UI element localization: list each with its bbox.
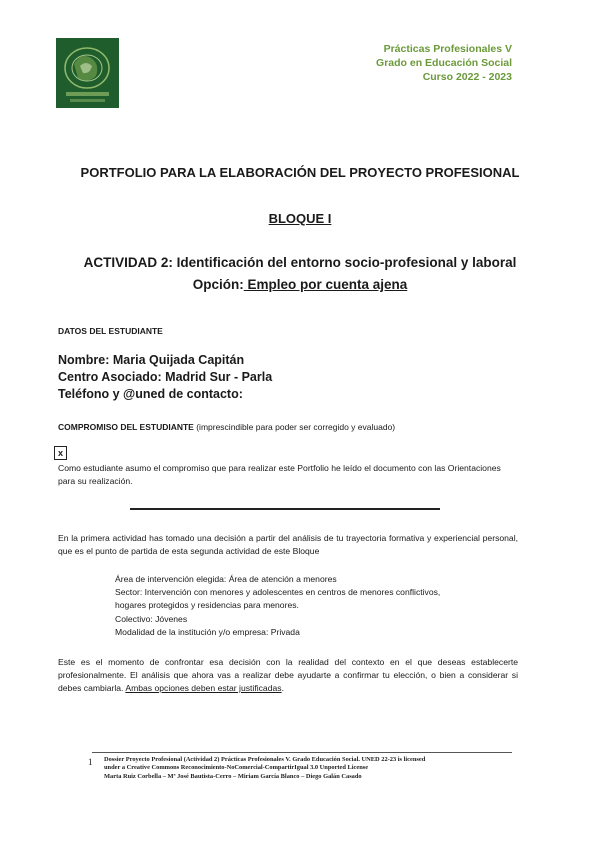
student-contact: Teléfono y @uned de contacto: [58, 387, 243, 401]
page-number: 1 [88, 757, 93, 767]
option-heading [0, 277, 600, 292]
commitment-heading [58, 422, 395, 432]
intervention-details [115, 573, 440, 639]
option-value: Empleo por cuenta ajena [243, 277, 408, 292]
document-title: PORTFOLIO PARA LA ELABORACIÓN DEL PROYECTO PROFESIONAL [80, 165, 520, 180]
header-line-degree: Grado en Educación Social [376, 57, 512, 69]
footer-license [104, 756, 524, 781]
student-info [58, 352, 272, 403]
section-divider [130, 508, 440, 510]
footer-line-2: under a Creative Commons Reconocimiento-NoComercial-CompartirIgual 3.0 Unported License [104, 764, 369, 772]
detail-sector: Sector: Intervención con menores y adolescentes en centros de menores conflictivos, [115, 587, 441, 598]
activity-heading: ACTIVIDAD 2: Identificación del entorno socio-profesional y laboral [83, 255, 517, 270]
intro-paragraph: En la primera actividad has tomado una decisión a partir del análisis de tu trayectoria formativa y experiencial personal, que es el punto de partida de esta segunda actividad de este Bloque [58, 533, 518, 556]
detail-collective: Colectivo: Jóvenes [115, 613, 188, 624]
detail-area: Área de intervención elegida: Área de atención a menores [115, 574, 337, 584]
commitment-title: COMPROMISO DEL ESTUDIANTE [58, 422, 194, 432]
logo-emblem-icon [56, 38, 119, 108]
detail-sector-cont: hogares protegidos y residencias para menores. [115, 600, 299, 611]
option-label: Opción: [192, 277, 244, 292]
student-center: Centro Asociado: Madrid Sur - Parla [58, 370, 273, 384]
footer-line-1: Dossier Proyecto Profesional (Actividad 2) Prácticas Profesionales V. Grado Educación Social. UNED 22-23 is licensed [104, 756, 426, 763]
confront-end: . [281, 683, 284, 693]
course-header [376, 42, 512, 84]
confront-text: Este es el momento de confrontar esa decisión con la realidad del contexto en el que deseas establecerte profesionalmente. El análisis que ahora vas a realizar debe ayudarte a confirmar tu elección, o bien a considerar si debes cambiarla. [58, 657, 518, 693]
uned-logo [56, 38, 119, 108]
confront-paragraph [58, 656, 518, 695]
header-line-course: Prácticas Profesionales V [383, 43, 512, 55]
detail-modality: Modalidad de la institución y/o empresa: Privada [115, 626, 300, 637]
header-line-year: Curso 2022 - 2023 [422, 71, 512, 83]
student-name: Nombre: Maria Quijada Capitán [58, 353, 245, 367]
footer-divider [92, 752, 512, 753]
commitment-text: Como estudiante asumo el compromiso que para realizar este Portfolio he leído el documento con las Orientaciones para su realización. [58, 463, 501, 486]
commitment-note: (imprescindible para poder ser corregido y evaluado) [193, 422, 396, 432]
block-heading: BLOQUE I [268, 211, 332, 226]
footer-line-3: Marta Ruiz Corbella – Mª José Bautista-Cerro – Miriam García Blanco – Diego Galán Casado [104, 772, 362, 780]
commitment-checkbox[interactable]: x [54, 446, 67, 460]
confront-underlined: Ambas opciones deben estar justificadas [125, 683, 282, 693]
student-data-heading: DATOS DEL ESTUDIANTE [58, 326, 163, 336]
